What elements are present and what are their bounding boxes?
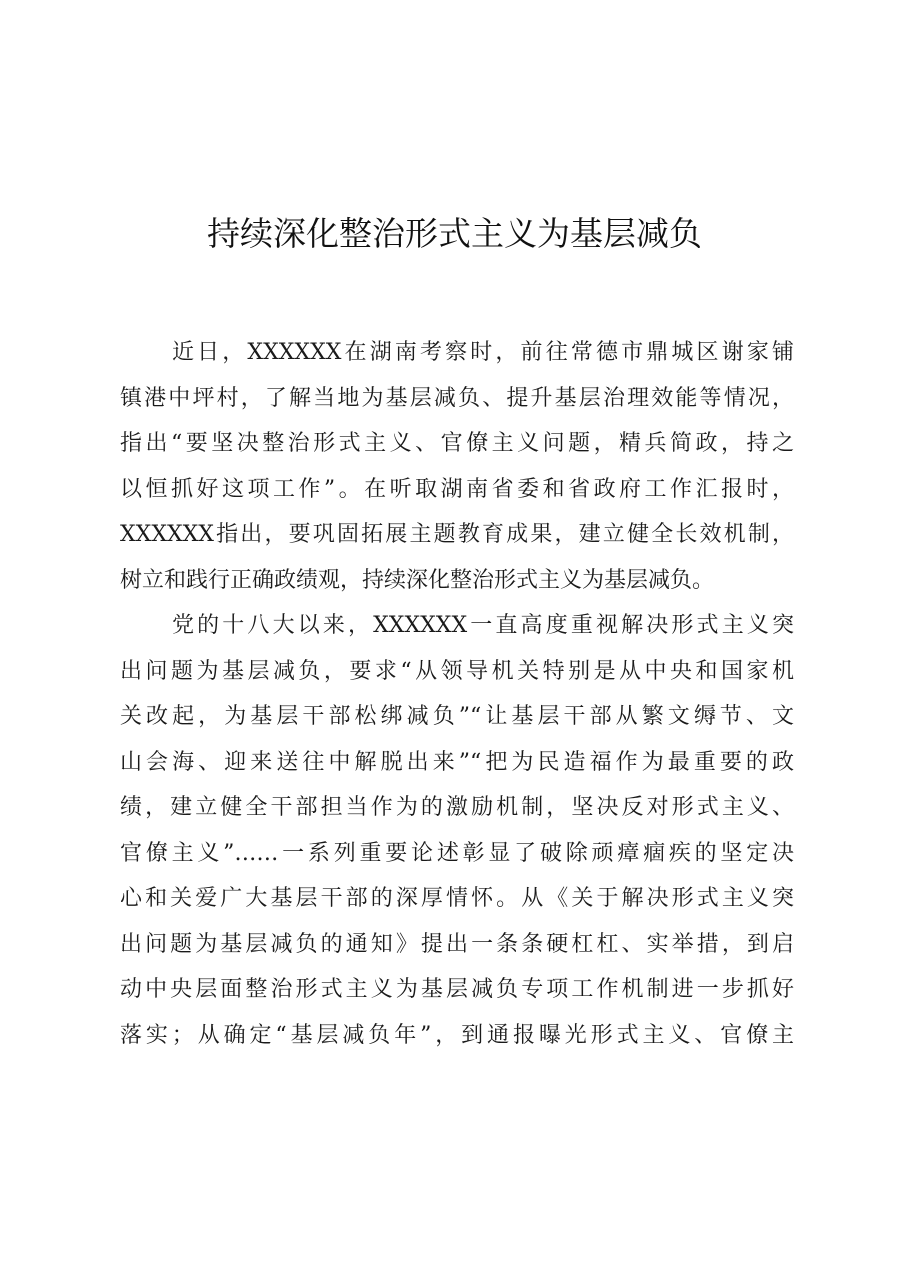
text-line: 出问题为基层减负，要求“从领导机关特别是从中央和国家机 <box>120 658 794 684</box>
text-line: 山会海、迎来送往中解脱出来”“把为民造福作为最重要的政 <box>120 749 794 775</box>
text-line: 官僚主义”……一系列重要论述彰显了破除顽瘴痼疾的坚定决 <box>120 840 794 866</box>
text-line: 关改起，为基层干部松绑减负”“让基层干部从繁文缛节、文 <box>120 704 794 729</box>
text-line: 心和关爱广大基层干部的深厚情怀。从《关于解决形式主义突 <box>120 886 794 911</box>
text-line: 出问题为基层减负的通知》提出一条条硬杠杠、实举措，到启 <box>120 931 794 957</box>
text-line: 镇港中坪村，了解当地为基层减负、提升基层治理效能等情况， <box>120 385 794 411</box>
text-line: 绩，建立健全干部担当作为的激励机制，坚决反对形式主义、 <box>120 795 794 820</box>
document-title: 持续深化整治形式主义为基层减负 <box>207 214 702 253</box>
text-line: 动中央层面整治形式主义为基层减负专项工作机制进一步抓好 <box>120 977 794 1002</box>
text-line: 树立和践行正确政绩观，持续深化整治形式主义为基层减负。 <box>120 567 715 593</box>
text-line: 落实；从确定“基层减负年”，到通报曝光形式主义、官僚主 <box>120 1022 794 1048</box>
text-line: 党的十八大以来，XXXXXX一直高度重视解决形式主义突 <box>172 613 794 638</box>
paragraph-2 <box>120 607 794 1062</box>
text-line: 以恒抓好这项工作”。在听取湖南省委和省政府工作汇报时， <box>120 476 794 502</box>
paragraph-1 <box>120 334 794 607</box>
document-body <box>120 334 794 1062</box>
text-line: XXXXXX指出，要巩固拓展主题教育成果，建立健全长效机制， <box>120 522 794 547</box>
text-line: 指出“要坚决整治形式主义、官僚主义问题，精兵简政，持之 <box>120 431 794 456</box>
text-line: 近日，XXXXXX在湖南考察时，前往常德市鼎城区谢家铺 <box>172 340 794 365</box>
